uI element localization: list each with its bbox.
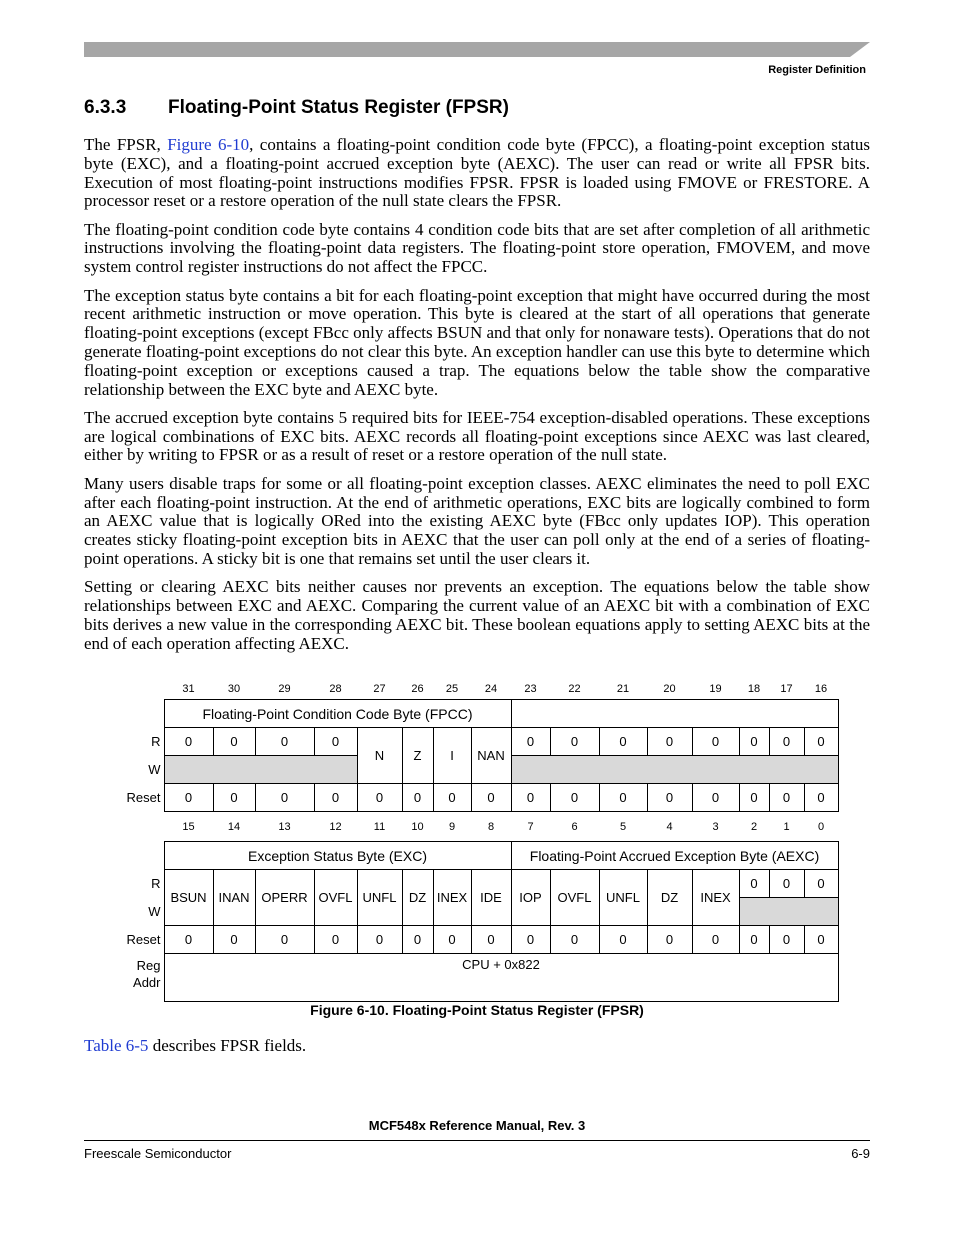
footer-page-number: 6-9 — [851, 1146, 870, 1161]
after-figure-text — [84, 1036, 306, 1056]
bit-field-aexc-ovfl: OVFL — [550, 870, 599, 926]
header-bar — [84, 42, 870, 57]
reset-value: 0 — [314, 926, 357, 954]
bit-number: 2 — [750, 820, 758, 833]
bit-number: 21 — [616, 683, 630, 695]
bit-number: 20 — [663, 683, 676, 695]
bit-field: 0 — [692, 728, 739, 756]
figure-caption: Figure 6-10. Floating-Point Status Register (FPSR) — [310, 1002, 644, 1018]
paragraph-4: The accrued exception byte contains 5 required bits for IEEE-754 exception-disabled operations. These exceptions are logical combinations of EXC bits. AEXC records all floating-point exceptions since AEXC was last cleared, either by writing to FPSR or as a result of reset or a restore operation of the null state. — [84, 407, 870, 465]
reset-value: 0 — [769, 926, 804, 954]
reset-row-label: Reset — [126, 932, 161, 947]
bit-number: 23 — [524, 683, 537, 695]
aexc-group-title: Floating-Point Accrued Exception Byte (AEXC) — [511, 842, 838, 870]
bit-field: 0 — [255, 728, 314, 756]
bit-number: 6 — [571, 820, 578, 833]
register-address-row — [84, 954, 838, 1002]
bit-field-aexc-unfl: UNFL — [599, 870, 647, 926]
reset-value: 0 — [599, 784, 647, 812]
exc-group-title: Exception Status Byte (EXC) — [164, 842, 511, 870]
paragraph-6: Setting or clearing AEXC bits neither causes nor prevents an exception. The equations below the table show relationships between EXC and AEXC. Comparing the current value of an AEXC bit with a combination of EXC bits derives a new value in the corresponding AEXC bit. These boolean equations apply to setting AEXC bits at the end of each operation affecting AEXC. — [84, 577, 870, 653]
table-6-5-link[interactable]: Table 6-5 — [84, 1036, 149, 1055]
bit-number: 24 — [484, 683, 498, 695]
section-number: 6.3.3 — [84, 97, 127, 118]
reset-value: 0 — [692, 926, 739, 954]
reset-value: 0 — [804, 926, 838, 954]
bit-field: 0 — [739, 728, 769, 756]
reset-value: 0 — [804, 784, 838, 812]
bit-number: 16 — [814, 683, 828, 695]
bit-field-inex: INEX — [433, 870, 471, 926]
reserved-group-title — [511, 700, 838, 728]
bit-field-inan: INAN — [213, 870, 255, 926]
reset-value: 0 — [213, 784, 255, 812]
bit-field: 0 — [599, 728, 647, 756]
register-address: CPU + 0x822 — [164, 954, 838, 1002]
reset-value: 0 — [647, 784, 692, 812]
reset-value: 0 — [739, 784, 769, 812]
bit-field: 0 — [511, 728, 550, 756]
bit-field-operr: OPERR — [255, 870, 314, 926]
bit-field: 0 — [213, 728, 255, 756]
bit-number: 17 — [780, 683, 793, 695]
bit-number: 8 — [487, 820, 495, 833]
bit-number: 28 — [329, 683, 342, 695]
lower-field-title-row — [84, 842, 838, 870]
reset-value: 0 — [357, 926, 402, 954]
write-reserved-shade — [164, 756, 357, 784]
bit-field: 0 — [550, 728, 599, 756]
upper-half — [84, 679, 838, 812]
bit-field-i: I — [433, 728, 471, 784]
reset-value: 0 — [164, 784, 213, 812]
reset-value: 0 — [511, 926, 550, 954]
reset-value: 0 — [357, 784, 402, 812]
reset-value: 0 — [739, 926, 769, 954]
bit-field-bsun: BSUN — [164, 870, 213, 926]
bit-field: 0 — [647, 728, 692, 756]
reset-value: 0 — [647, 926, 692, 954]
reset-value: 0 — [511, 784, 550, 812]
reset-value: 0 — [433, 926, 471, 954]
bit-number: 31 — [182, 683, 195, 695]
reset-value: 0 — [255, 926, 314, 954]
paragraph-3: The exception status byte contains a bit for each floating-point exception that might have occurred during the most recent arithmetic instruction or move operation. This byte is cleared at the start of all operations that generate floating-point exceptions (except FBcc only affects BSUN and that only for nonaware tests). Operations that do not generate floating-point exceptions do not clear this byte. An exception handler can use this byte to determine which floating-point exception or exceptions caused a trap. The equations below the table show the comparative relationship between the EXC byte and AEXC byte. — [84, 285, 870, 399]
bit-field: 0 — [314, 728, 357, 756]
paragraph-1-pre: The FPSR, — [84, 135, 168, 154]
bit-number: 27 — [373, 683, 386, 695]
bit-number: 4 — [666, 820, 673, 833]
fpsr-register-table — [84, 679, 839, 1002]
bit-number: 1 — [783, 820, 790, 833]
lower-bit-numbers — [84, 812, 838, 842]
reset-value: 0 — [213, 926, 255, 954]
bit-field-aexc-inex: INEX — [692, 870, 739, 926]
upper-field-title-row — [84, 700, 838, 728]
bit-field: 0 — [164, 728, 213, 756]
reset-value: 0 — [550, 784, 599, 812]
paragraph-2: The floating-point condition code byte contains 4 condition code bits that are set after completion of all arithmetic instructions involving the floating-point data registers. The floating-point store operation, FMOVEM, and move system control register instructions do not affect the FPCC. — [84, 219, 870, 277]
reset-value: 0 — [164, 926, 213, 954]
bit-number: 30 — [227, 683, 241, 695]
reset-value: 0 — [550, 926, 599, 954]
bit-field: 0 — [769, 728, 804, 756]
body-text — [84, 136, 870, 663]
reset-value: 0 — [402, 784, 433, 812]
write-reserved-shade — [739, 898, 838, 926]
reset-value: 0 — [471, 926, 511, 954]
bit-field-ovfl: OVFL — [314, 870, 357, 926]
lower-half — [84, 812, 838, 1002]
bit-field: 0 — [739, 870, 769, 898]
bit-field-iop: IOP — [511, 870, 550, 926]
reset-value: 0 — [314, 784, 357, 812]
lower-read-row — [84, 870, 838, 898]
bit-field: 0 — [804, 728, 838, 756]
bit-number: 11 — [373, 820, 386, 833]
reg-addr-label — [84, 954, 164, 1002]
bit-field-ide: IDE — [471, 870, 511, 926]
after-figure-rest: describes FPSR fields. — [148, 1036, 307, 1055]
bit-field-nan: NAN — [471, 728, 511, 784]
fpcc-group-title: Floating-Point Condition Code Byte (FPCC) — [164, 700, 511, 728]
bit-field-dz: DZ — [402, 870, 433, 926]
figure-6-10-link[interactable]: Figure 6-10 — [167, 135, 250, 154]
bit-field-z: Z — [402, 728, 433, 784]
addr-label: Addr — [133, 974, 161, 990]
upper-reset-row — [84, 784, 838, 812]
bit-number: 0 — [817, 820, 825, 833]
bit-number: 13 — [278, 820, 291, 833]
bit-number: 19 — [709, 683, 722, 695]
footer-manual-title: MCF548x Reference Manual, Rev. 3 — [368, 1118, 586, 1133]
bit-field-n: N — [357, 728, 402, 784]
upper-read-row — [84, 728, 838, 756]
bit-number: 15 — [182, 820, 195, 833]
running-head: Register Definition — [768, 64, 866, 76]
reset-value: 0 — [471, 784, 511, 812]
upper-bit-numbers — [84, 679, 838, 700]
reg-label: Reg — [136, 957, 161, 973]
bit-number: 5 — [619, 820, 627, 833]
bit-number: 22 — [568, 683, 581, 695]
footer-rule — [84, 1140, 870, 1141]
bit-number: 9 — [448, 820, 456, 833]
bit-number: 12 — [329, 820, 342, 833]
reset-value: 0 — [599, 926, 647, 954]
lower-reset-row — [84, 926, 838, 954]
section-title: Floating-Point Status Register (FPSR) — [168, 97, 509, 118]
bit-field: 0 — [804, 870, 838, 898]
write-row-label: W — [148, 762, 161, 777]
paragraph-1 — [84, 136, 870, 211]
reset-value: 0 — [402, 926, 433, 954]
write-row-label: W — [148, 904, 161, 919]
bit-number: 26 — [411, 683, 424, 695]
bit-number: 29 — [278, 683, 291, 695]
bit-number: 14 — [227, 820, 241, 833]
reset-value: 0 — [769, 784, 804, 812]
bit-number: 10 — [411, 820, 424, 833]
bit-number: 3 — [712, 820, 719, 833]
reset-value: 0 — [433, 784, 471, 812]
write-reserved-shade — [511, 756, 838, 784]
footer-company: Freescale Semiconductor — [84, 1146, 232, 1161]
bit-field: 0 — [769, 870, 804, 898]
read-row-label: R — [151, 876, 161, 891]
reset-value: 0 — [692, 784, 739, 812]
bit-number: 18 — [747, 683, 761, 695]
bit-number: 7 — [527, 820, 534, 833]
bit-field-aexc-dz: DZ — [647, 870, 692, 926]
reset-value: 0 — [255, 784, 314, 812]
bit-field-unfl: UNFL — [357, 870, 402, 926]
read-row-label: R — [151, 734, 161, 749]
bit-number: 25 — [445, 683, 459, 695]
paragraph-1-post: , contains a floating-point condition code byte (FPCC), a floating-point exception status byte (EXC), and a floating-point accrued exception byte (AEXC). The user can read or write all FPSR bits. Execution of most floating-point instructions modifies FPSR. FPSR is loaded using FMOVE or FRESTORE. A processor reset or a restore operation of the null state clears the FPSR. — [84, 135, 871, 211]
reset-row-label: Reset — [126, 790, 161, 805]
paragraph-5: Many users disable traps for some or all floating-point exception classes. AEXC eliminates the need to poll EXC after each floating-point instruction. At the end of arithmetic operations, EXC bits are logically combined to form an AEXC value that is logically ORed into the existing AEXC byte (FBcc only updates IOP). This operation creates sticky floating-point exception bits in AEXC that the user can poll only at the end of a series of floating-point operations. A sticky bit is one that remains set until the user clears it. — [84, 473, 870, 568]
section-heading — [84, 97, 509, 119]
